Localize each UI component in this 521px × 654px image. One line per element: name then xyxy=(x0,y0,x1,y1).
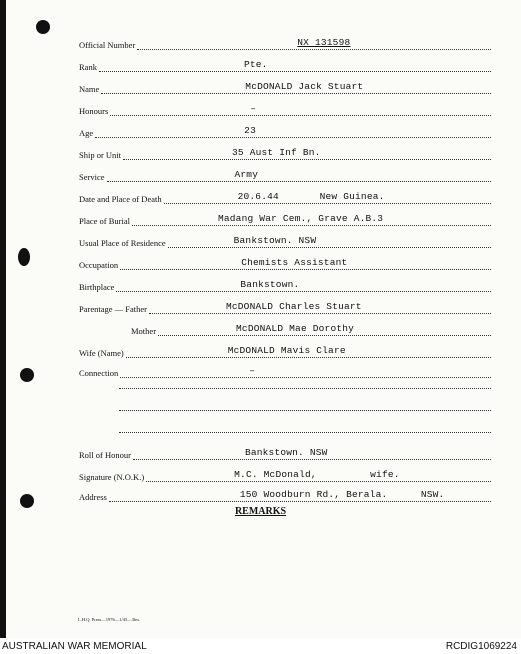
field-label: Official Number xyxy=(79,40,136,50)
field-value: Bankstown. NSW xyxy=(244,447,328,458)
field-birthplace xyxy=(79,278,491,292)
field-label: Honours xyxy=(79,106,109,116)
footer-record-id: RCDIG1069224 xyxy=(445,641,517,652)
field-value: Bankstown. NSW xyxy=(233,235,317,246)
field-value: 150 Woodburn Rd., Berala. xyxy=(239,489,388,500)
field-value: McDONALD Mavis Clare xyxy=(227,345,346,356)
connection-line xyxy=(119,432,491,433)
field-father xyxy=(79,300,491,314)
field-rank xyxy=(79,58,491,72)
field-value: McDONALD Mae Dorothy xyxy=(236,323,355,334)
field-label: Wife (Name) xyxy=(79,348,124,358)
punch-hole xyxy=(36,20,50,34)
field-ship-or-unit xyxy=(79,146,491,160)
field-value: Army xyxy=(234,169,259,180)
field-label: Date and Place of Death xyxy=(79,194,162,204)
field-age xyxy=(79,124,491,138)
field-connection xyxy=(79,364,491,378)
field-value: NX 131598 xyxy=(297,37,351,48)
field-label: Usual Place of Residence xyxy=(79,238,166,248)
field-value: Madang War Cem., Grave A.B.3 xyxy=(217,213,384,224)
field-value: – xyxy=(250,103,257,114)
field-address xyxy=(79,488,491,502)
field-value-2: New Guinea. xyxy=(319,191,385,202)
footer-institution: AUSTRALIAN WAR MEMORIAL xyxy=(2,641,147,652)
field-value: – xyxy=(249,365,256,376)
field-label: Rank xyxy=(79,62,97,72)
field-value: McDONALD Jack Stuart xyxy=(245,81,364,92)
connection-line xyxy=(119,388,491,389)
field-label: Connection xyxy=(79,368,119,378)
field-value: 23 xyxy=(244,125,256,136)
field-label: Place of Burial xyxy=(79,216,130,226)
field-value: Chemists Assistant xyxy=(241,257,348,268)
field-value-2: wife. xyxy=(370,469,400,480)
field-label: Age xyxy=(79,128,94,138)
field-signature-nok xyxy=(79,468,491,482)
field-value: McDONALD Charles Stuart xyxy=(225,301,362,312)
remarks-heading: REMARKS xyxy=(234,506,287,517)
field-value: 20.6.44 xyxy=(237,191,279,202)
field-label: Birthplace xyxy=(79,282,115,292)
field-occupation xyxy=(79,256,491,270)
field-date-place-of-death xyxy=(79,190,491,204)
archive-footer xyxy=(0,640,521,654)
field-label: Mother xyxy=(131,326,157,336)
scan-edge xyxy=(0,0,6,638)
printer-note: L.H.Q. Press—1976—1/45—3lm. xyxy=(78,617,140,622)
field-label: Roll of Honour xyxy=(79,450,131,460)
field-label: Occupation xyxy=(79,260,119,270)
field-label: Parentage — Father xyxy=(79,304,147,314)
field-label: Ship or Unit xyxy=(79,150,122,160)
field-label: Signature (N.O.K.) xyxy=(79,472,145,482)
punch-hole xyxy=(18,248,30,266)
field-name xyxy=(79,80,491,94)
field-label: Address xyxy=(79,492,107,502)
field-usual-residence xyxy=(79,234,491,248)
field-label: Service xyxy=(79,172,105,182)
field-honours xyxy=(79,102,491,116)
field-roll-of-honour xyxy=(79,446,491,460)
field-value: M.C. McDonald, xyxy=(234,469,317,480)
field-value: Bankstown. xyxy=(240,279,300,290)
field-value-2: NSW. xyxy=(420,489,445,500)
field-value: Pte. xyxy=(243,59,268,70)
punch-hole xyxy=(20,368,34,382)
field-service xyxy=(79,168,491,182)
field-label: Name xyxy=(79,84,100,94)
field-official-number xyxy=(79,36,491,50)
field-place-of-burial xyxy=(79,212,491,226)
field-value: 35 Aust Inf Bn. xyxy=(232,147,321,158)
connection-line xyxy=(119,410,491,411)
field-mother xyxy=(131,322,491,336)
field-wife xyxy=(79,344,491,358)
